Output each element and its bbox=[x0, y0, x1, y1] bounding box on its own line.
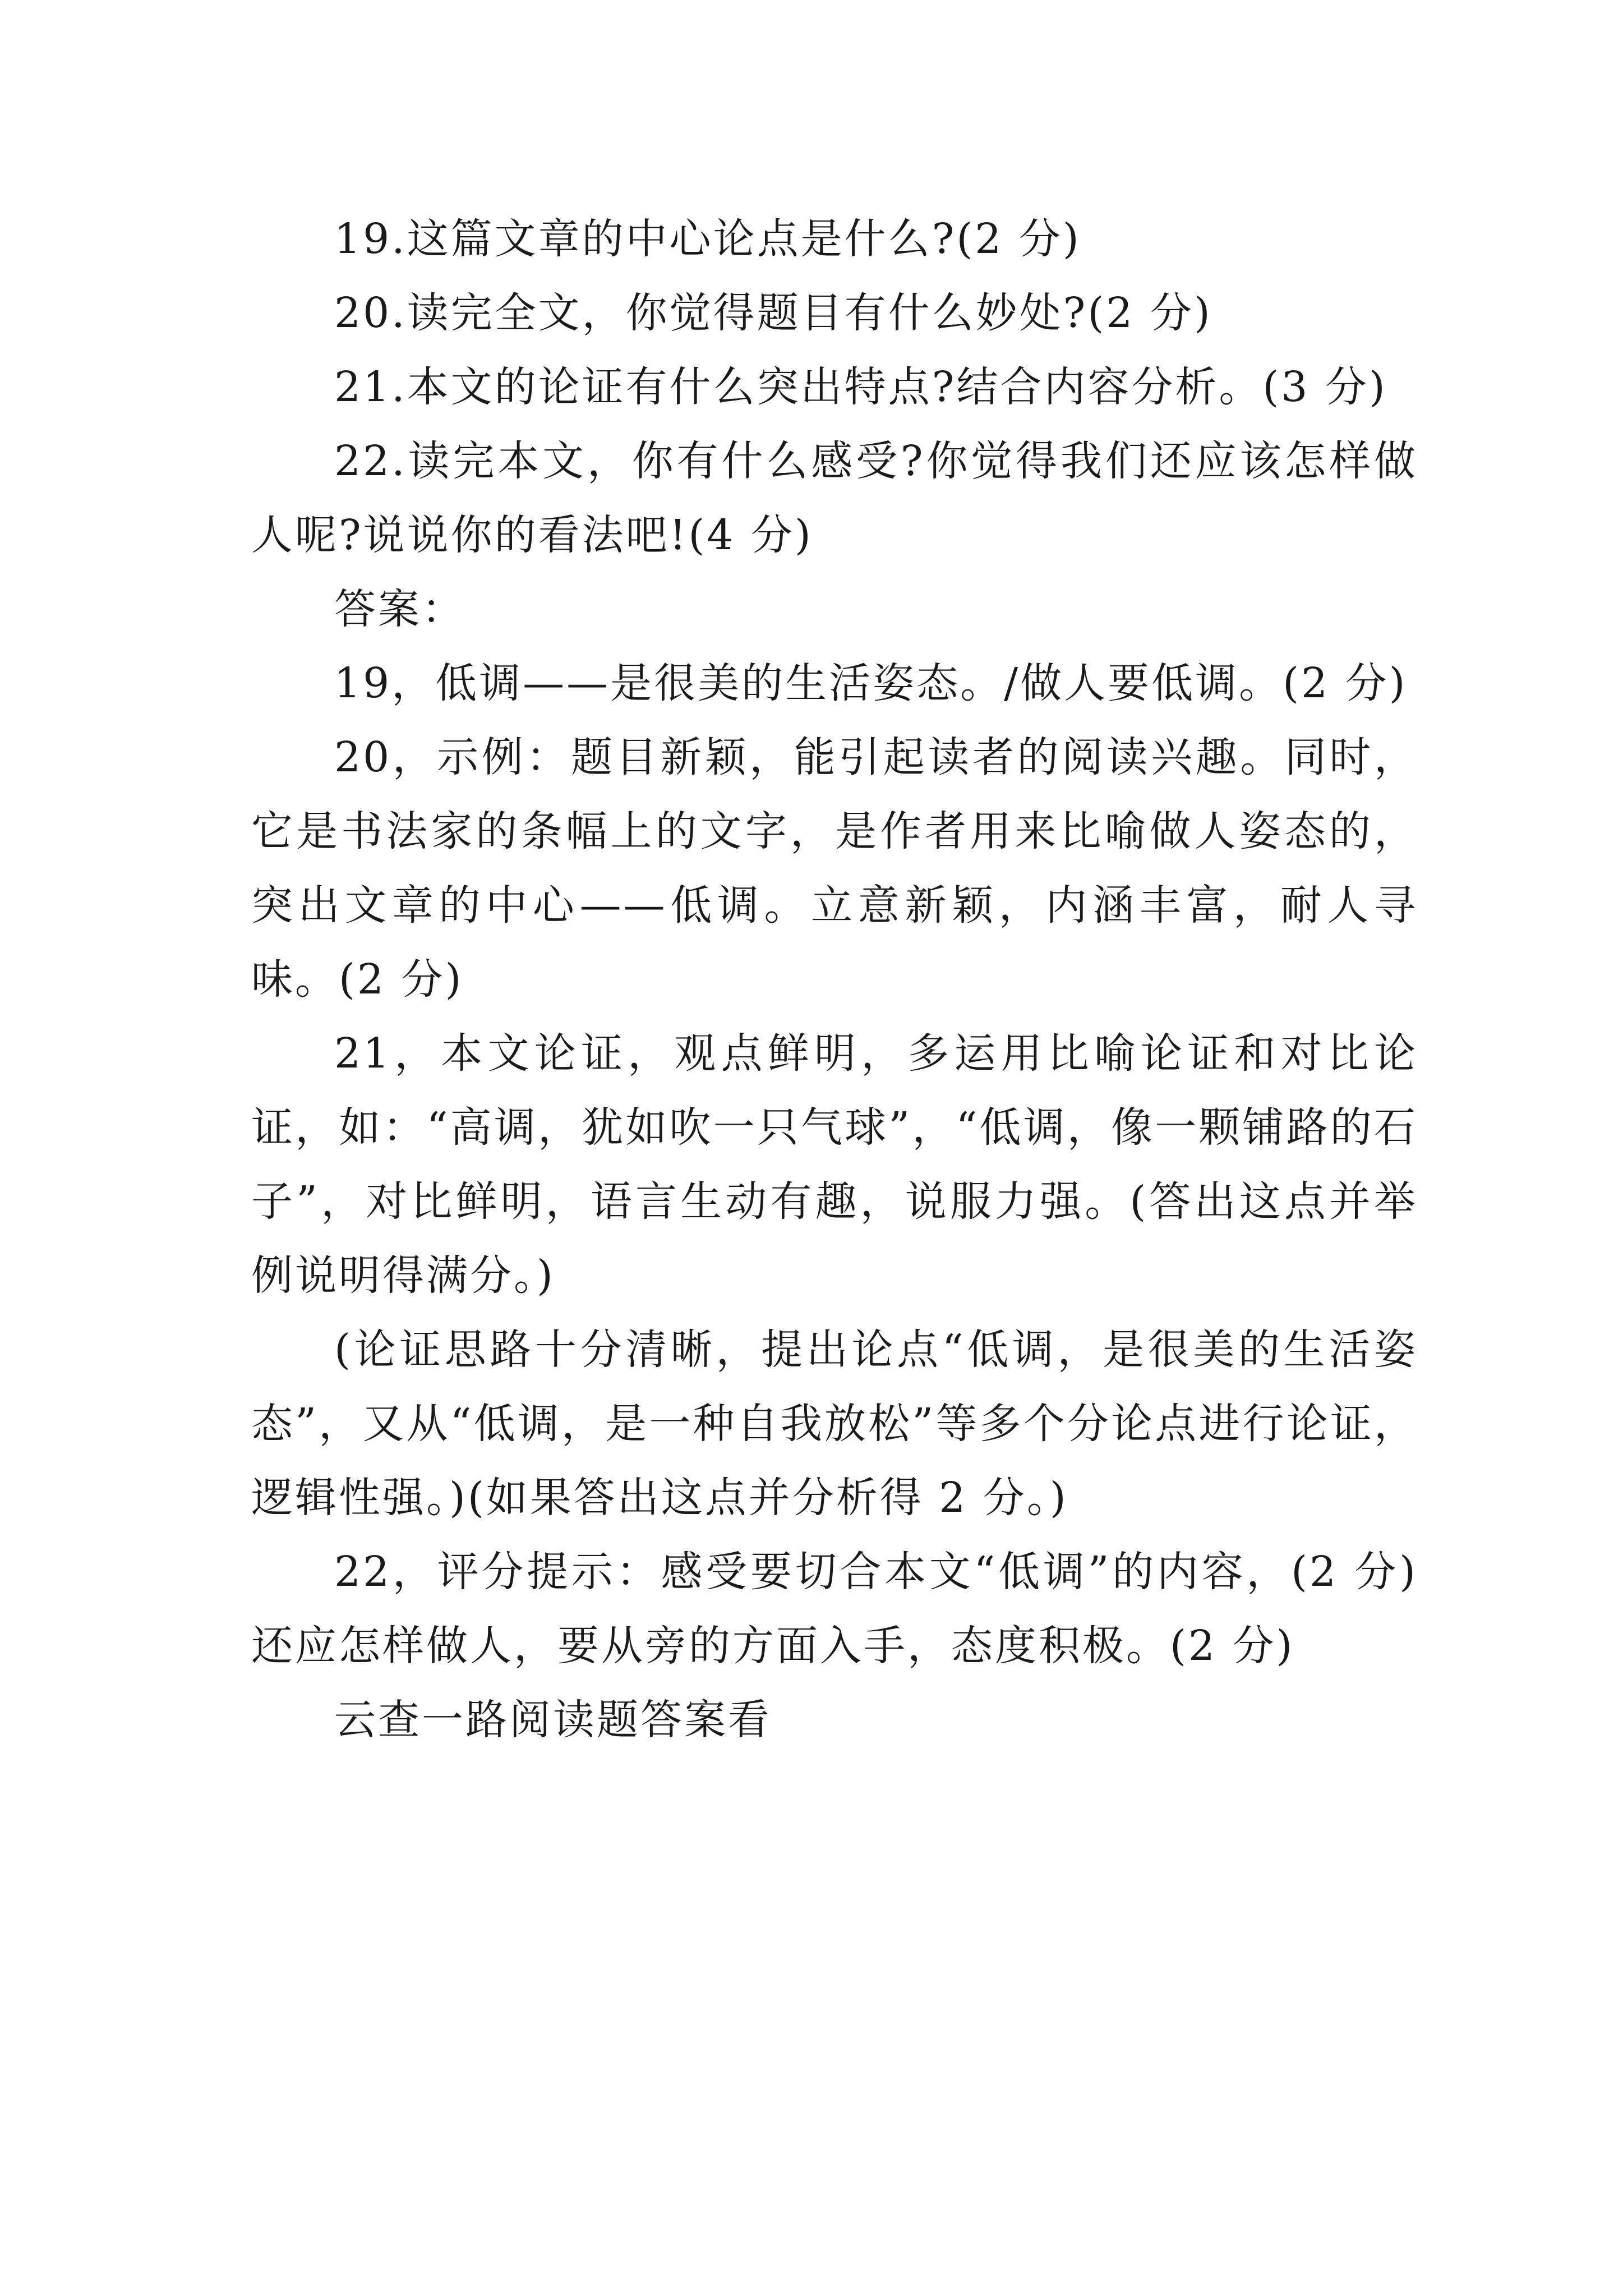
question-22: 22.读完本文，你有什么感受?你觉得我们还应该怎样做人呢?说说你的看法吧!(4 分) bbox=[251, 437, 1418, 559]
question-20: 20.读完全文，你觉得题目有什么妙处?(2 分) bbox=[334, 289, 1212, 337]
answer-19: 19，低调——是很美的生活姿态。/做人要低调。(2 分) bbox=[334, 659, 1408, 707]
document-body bbox=[251, 202, 1418, 1757]
answers-heading: 答案： bbox=[334, 585, 465, 633]
footer-line: 云查一路阅读题答案看 bbox=[334, 1696, 772, 1744]
answer-22: 22，评分提示：感受要切合本文“低调”的内容，(2 分)还应怎样做人，要从旁的方面入手，态度积极。(2 分) bbox=[251, 1548, 1418, 1670]
answer-21-note: (论证思路十分清晰，提出论点“低调，是很美的生活姿态”，又从“低调，是一种自我放松”等多个分论点进行论证，逻辑性强。)(如果答出这点并分析得 2 分。) bbox=[251, 1326, 1418, 1522]
question-21: 21.本文的论证有什么突出特点?结合内容分析。(3 分) bbox=[334, 363, 1387, 411]
answer-21: 21，本文论证，观点鲜明，多运用比喻论证和对比论证，如：“高调，犹如吹一只气球”，“低调，像一颗铺路的石子”，对比鲜明，语言生动有趣，说服力强。(答出这点并举例说明得满分。) bbox=[251, 1029, 1418, 1300]
question-19: 19.这篇文章的中心论点是什么?(2 分) bbox=[334, 215, 1081, 263]
answer-20: 20，示例：题目新颖，能引起读者的阅读兴趣。同时，它是书法家的条幅上的文字，是作者用来比喻做人姿态的，突出文章的中心——低调。立意新颖，内涵丰富，耐人寻味。(2 分) bbox=[251, 733, 1418, 1004]
